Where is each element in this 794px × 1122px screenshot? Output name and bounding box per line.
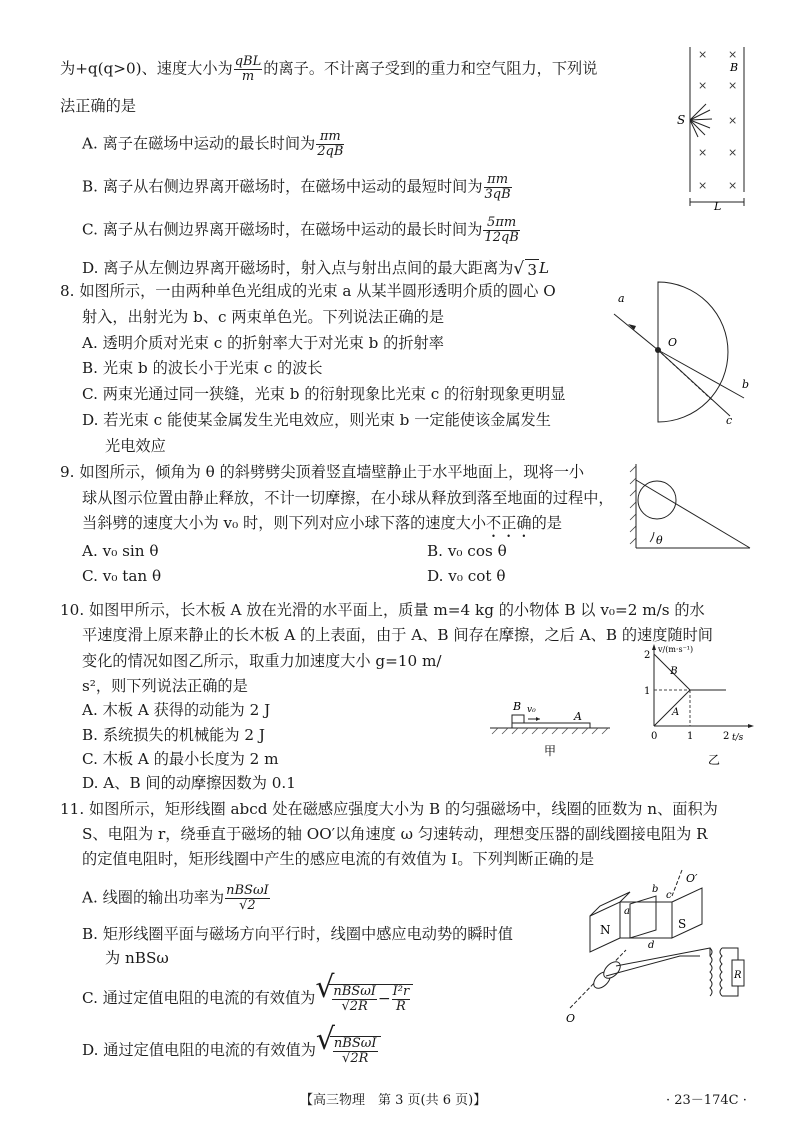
q10-vt-graph xyxy=(640,640,760,770)
q7-speed-fraction: $\frac{\text{qBL}}{m}$ xyxy=(234,54,262,84)
q8-option-c: C. 两束光通过同一狭缝，光束 b 的衍射现象比光束 c 的衍射现象更明显 xyxy=(82,385,566,403)
q7-line2: 法正确的是 xyxy=(60,97,136,115)
q8-option-d-cont: 光电效应 xyxy=(105,437,166,455)
q11-line1: 11. 如图所示，矩形线圈 abcd 处在磁感应强度大小为 B 的匀强磁场中，线圈的匝数为 n、面积为 xyxy=(60,800,718,818)
q10-fig-a: A xyxy=(574,710,582,723)
y-tick-label: 2 xyxy=(644,650,651,661)
q7-line1: 为+q(q>0)、速度大小为 $\frac{\text{qBL}}{m}$ 的离子。不计离子受到的重力和空气阻力，下列说 xyxy=(60,54,598,84)
q11-option-b-cont: 为 nBSω xyxy=(105,949,169,967)
q8-option-b: B. 光束 b 的波长小于光束 c 的波长 xyxy=(82,359,323,377)
q11-fig-o: O xyxy=(566,1012,576,1025)
q11-option-d: D. 通过定值电阻的电流的有效值为 √ $\frac{\text{nBSωI}}{√2R}$ xyxy=(82,1036,381,1066)
q9-option-c: C. v₀ tan θ xyxy=(82,567,162,585)
svg-text:×: × xyxy=(728,146,738,159)
q8-line1: 8. 如图所示，一由两种单色光组成的光束 a 从某半圆形透明介质的圆心 O xyxy=(60,282,556,300)
q7-fig-s-label: S xyxy=(677,113,686,127)
svg-text:×: × xyxy=(698,179,708,192)
page-code: · 23－174C · xyxy=(666,1093,747,1108)
q10-fig-yi: 乙 xyxy=(708,753,721,767)
q10-line1: 10. 如图甲所示，长木板 A 放在光滑的水平面上，质量 m=4 kg 的小物体 B 以 v₀=2 m/s 的水 xyxy=(60,601,705,619)
q11-fig-n: N xyxy=(600,923,611,937)
q7-option-c: C. 离子从右侧边界离开磁场时，在磁场中运动的最长时间为 $\frac{5\pi m}{12qB}$ xyxy=(82,215,519,245)
q9-option-a: A. v₀ sin θ xyxy=(82,542,159,560)
svg-text:×: × xyxy=(728,179,738,192)
q11-fig-c: c xyxy=(666,890,672,901)
q9-emphasis: 不正确 xyxy=(486,514,532,532)
x-tick-label: 0 xyxy=(651,731,658,742)
q10-line2: 平速度滑上原来静止的长木板 A 的上表面，由于 A、B 间存在摩擦，之后 A、B 的速度随时间 xyxy=(82,626,713,644)
series-line-B xyxy=(654,654,726,690)
q7-fig-l-label: L xyxy=(714,200,722,212)
x-axis-label: t/s xyxy=(732,733,744,743)
q7-magnetic-field-figure xyxy=(672,42,762,212)
q8-line2: 射入，出射光为 b、c 两束单色光。下列说法正确的是 xyxy=(82,308,445,326)
q7-option-d: D. 离子从左侧边界离开磁场时，射入点与射出点间的最大距离为 √ 3 L xyxy=(82,258,550,279)
x-tick-label: 1 xyxy=(687,731,694,742)
q11-fig-d: d xyxy=(648,940,655,951)
q7-option-b: B. 离子从右侧边界离开磁场时，在磁场中运动的最短时间为 $\frac{\pi m}{3qB}$ xyxy=(82,172,511,202)
svg-text:×: × xyxy=(698,79,708,92)
q10-line3: 变化的情况如图乙所示，取重力加速度大小 g=10 m/ xyxy=(82,652,442,670)
q8-fig-a: a xyxy=(618,292,625,305)
q11-fig-b: b xyxy=(652,884,659,895)
q9-wedge-figure xyxy=(628,462,753,554)
q11-fig-s: S xyxy=(678,917,687,931)
series-label-A: A xyxy=(672,707,680,719)
q9-line1: 9. 如图所示，倾角为 θ 的斜劈劈尖顶着竖直墙壁静止于水平地面上，现将一小 xyxy=(60,463,585,481)
y-tick-label: 1 xyxy=(644,686,651,697)
q9-fig-theta: θ xyxy=(656,534,663,547)
q8-fig-o: O xyxy=(668,336,678,349)
q10-fig-jia: 甲 xyxy=(544,744,557,758)
q10-option-b: B. 系统损失的机械能为 2 J xyxy=(82,726,265,744)
svg-text:×: × xyxy=(728,114,738,127)
svg-text:×: × xyxy=(698,146,708,159)
q11-fig-o2: O′ xyxy=(686,872,698,885)
q11-generator-figure xyxy=(560,868,760,1028)
q9-option-b: B. v₀ cos θ xyxy=(427,542,507,560)
q9-line2: 球从图示位置由静止释放，不计一切摩擦，在小球从释放到落至地面的过程中， xyxy=(82,489,614,507)
q8-fig-c: c xyxy=(726,414,733,427)
q11-fig-r: R xyxy=(734,970,742,981)
q9-option-d: D. v₀ cot θ xyxy=(427,567,506,585)
q7-option-a: A. 离子在磁场中运动的最长时间为 $\frac{\pi m}{2qB}$ xyxy=(82,129,344,159)
q11-fig-a: a xyxy=(624,906,630,917)
q10-line4: s²，则下列说法正确的是 xyxy=(82,677,248,695)
q11-option-b: B. 矩形线圈平面与磁场方向平行时，线圈中感应电动势的瞬时值 xyxy=(82,925,513,943)
q10-fig-v0: v₀ xyxy=(527,705,536,715)
q10-fig-b: B xyxy=(513,700,522,713)
svg-text:×: × xyxy=(728,79,738,92)
svg-text:×: × xyxy=(698,48,708,61)
x-tick-label: 2 xyxy=(723,731,730,742)
q10-option-c: C. 木板 A 的最小长度为 2 m xyxy=(82,750,279,768)
q11-option-a: A. 线圈的输出功率为 $\frac{\text{nBSωI}}{√2}$ xyxy=(82,883,269,913)
q10-option-d: D. A、B 间的动摩擦因数为 0.1 xyxy=(82,774,296,792)
q10-board-figure xyxy=(486,695,616,760)
page-footer: 【高三物理 第 3 页(共 6 页)】 xyxy=(300,1093,487,1108)
q7-fig-b-label: B xyxy=(730,61,739,74)
q11-line3: 的定值电阻时，矩形线圈中产生的感应电流的有效值为 I。下列判断正确的是 xyxy=(82,850,595,868)
q11-option-c: C. 通过定值电阻的电流的有效值为 √ $\frac{\text{nBSωI}}{√2R}$ − $\frac{\text{I²r}}{R}$ xyxy=(82,984,413,1014)
q9-line3: 当斜劈的速度大小为 v₀ 时，则下列对应小球下落的速度大小不正确的是 xyxy=(82,514,562,532)
q8-fig-b: b xyxy=(742,378,750,391)
y-axis-label: v/(m·s⁻¹) xyxy=(658,645,694,654)
svg-text:×: × xyxy=(728,48,738,61)
q10-option-a: A. 木板 A 获得的动能为 2 J xyxy=(82,701,271,719)
q11-line2: S、电阻为 r，绕垂直于磁场的轴 OO′以角速度 ω 匀速转动，理想变压器的副线圈接电阻为 R xyxy=(82,825,708,843)
q8-option-a: A. 透明介质对光束 c 的折射率大于对光束 b 的折射率 xyxy=(82,334,444,352)
series-label-B: B xyxy=(670,665,678,677)
q8-option-d: D. 若光束 c 能使某金属发生光电效应，则光束 b 一定能使该金属发生 xyxy=(82,411,551,429)
q8-semicircle-figure xyxy=(612,280,762,430)
